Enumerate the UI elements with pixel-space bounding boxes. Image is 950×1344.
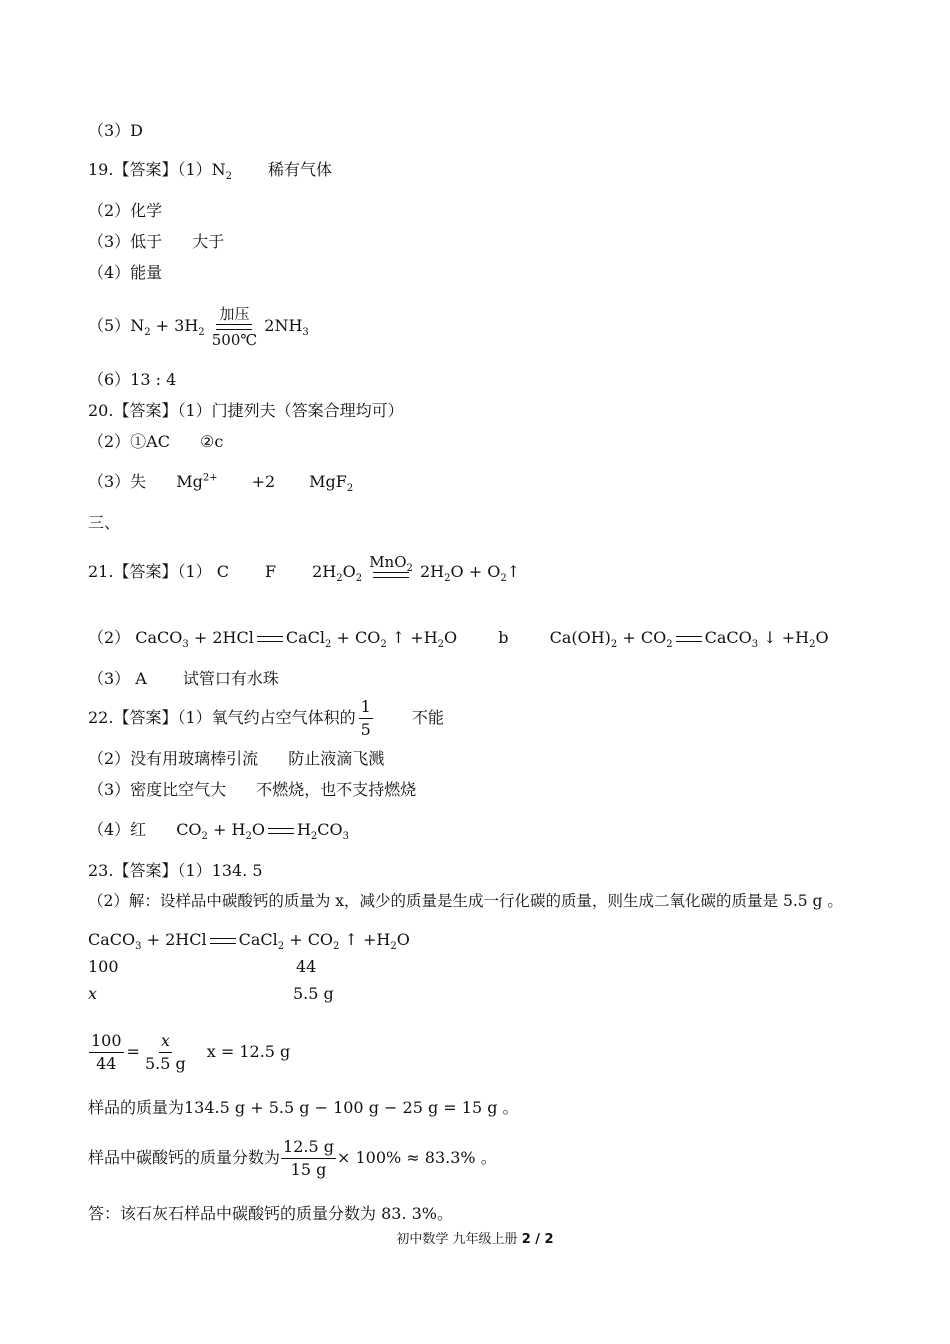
q21-2-equations: （2） CaCO$_3$ + 2HCl CaCl$_2$ + $CO_2$ ↑ $+H_2O$ b $Ca(OH)_2 + CO_2$ CaCO$_3$ ↓ $+H_2O$ <box>88 628 829 651</box>
q22-3: （3）密度比空气大 不燃烧，也不支持燃烧 <box>88 780 417 799</box>
molar-44: 44 <box>296 957 317 976</box>
reaction-condition: 加压 500℃ <box>211 304 258 349</box>
q19-3: （3）低于 大于 <box>88 232 225 251</box>
unknown-x: x <box>88 984 98 1003</box>
q20-3: （3）失 $Mg^{2+} +2$ MgF$_2$ <box>88 472 354 495</box>
fraction-one-fifth: $\frac{1}{5}$ <box>360 697 371 739</box>
q20-2: （2）①AC ②c <box>88 432 224 451</box>
q22-2: （2）没有用玻璃棒引流 防止液滴飞溅 <box>88 749 385 768</box>
catalyst-condition: MnO$_2$ <box>369 553 413 579</box>
ratio-equation: $\frac{100}{44}$ = $\frac{x}{5.5 g}$ x = 12.5 g <box>91 1031 291 1073</box>
q19-line: 19.【答案】$(1)N_2$ 稀有气体 <box>88 160 333 183</box>
section-3-heading: 三、 <box>88 513 121 532</box>
sample-mass: 样品的质量为134.5 g + 5.5 g − 100 g − 25 g = 15 g 。 <box>88 1098 519 1117</box>
q22-line: 22.【答案】（1）氧气约占空气体积的 $\frac{1}{5}$ 不能 <box>88 697 444 739</box>
mass-fraction: 样品中碳酸钙的质量分数为 $\frac{12.5 g}{15 g}$ × 100% ≈ 83.3% 。 <box>88 1137 497 1179</box>
q21-3: （3） A 试管口有水珠 <box>88 669 279 688</box>
q19-4: （4）能量 <box>88 263 163 282</box>
q22-4: （4）红 $CO_2 + H_2O$ $H_2CO_3$ <box>88 820 350 843</box>
line-3-d: （3）D <box>88 121 144 140</box>
q19-2: （2）化学 <box>88 201 163 220</box>
q23-2-solution: （2）解：设样品中碳酸钙的质量为 x，减少的质量是生成一行化碳的质量，则生成二氧化碳的质量是 5.5 g 。 <box>88 892 843 910</box>
q19-6: （6）13 : 4 <box>88 370 177 389</box>
molar-100: 100 <box>88 957 119 976</box>
page-footer: 初中数学 九年级上册 2 / 2 <box>396 1232 554 1247</box>
q23-line: 23.【答案】（1）134. 5 <box>88 861 263 880</box>
mass-5-5g: 5.5 g <box>293 984 334 1003</box>
final-answer: 答：该石灰石样品中碳酸钙的质量分数为 83. 3%。 <box>88 1204 454 1223</box>
calc-equation: CaCO$_3$ + 2HCl CaCl$_2$ + $CO_2$ ↑ $+H_2O$ <box>88 930 410 953</box>
q19-5-equation: $(5)N_2 + 3H_2$ 加压 500℃ $2NH_3$ <box>88 304 309 349</box>
page-number: 2 / 2 <box>521 1232 554 1247</box>
q21-line: 21.【答案】（1） C F $2H_2O_2$ MnO$_2$ $2H_2O$ + $O_2↑$ <box>88 552 521 585</box>
q20-line: 20.【答案】（1）门捷列夫（答案合理均可） <box>88 401 404 420</box>
